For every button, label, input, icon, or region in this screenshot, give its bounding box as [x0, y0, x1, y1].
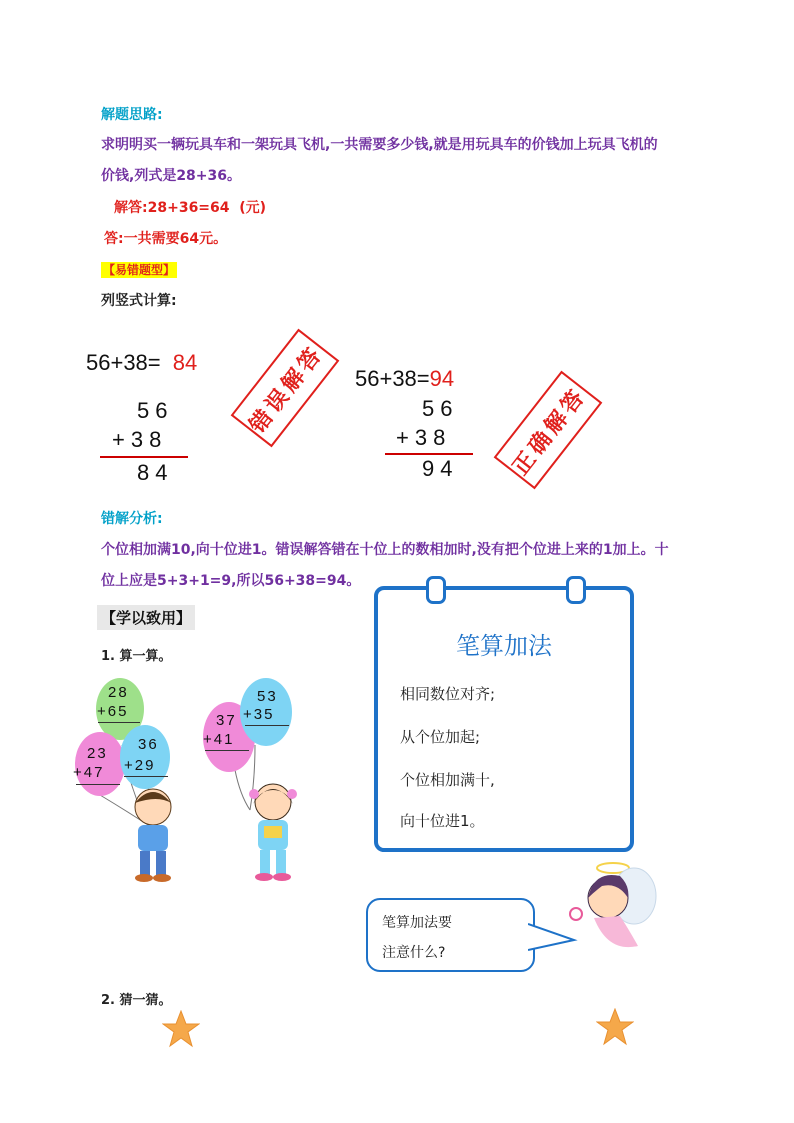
bubble-line-1: 笔算加法要	[382, 915, 452, 931]
balloon-2-line	[76, 784, 120, 785]
star-icon	[162, 1010, 200, 1048]
solution-line-1: 求明明买一辆玩具车和一架玩具飞机,一共需要多少钱,就是用玩具车的价钱加上玩具飞机的	[101, 137, 658, 153]
wrong-result: 84	[172, 350, 198, 375]
right-stamp: 正确解答	[494, 371, 603, 490]
binder-ring-right	[566, 576, 586, 604]
analysis-line-2: 位上应是5+3+1=9,所以56+38=94。	[101, 573, 361, 589]
balloon-3-bottom: +29	[124, 757, 156, 774]
question-1: 1. 算一算。	[101, 649, 172, 664]
balloon-1-line	[98, 722, 140, 723]
wrong-equation	[86, 350, 197, 376]
star-icon	[596, 1008, 634, 1046]
wrong-bottom: +38	[112, 427, 168, 452]
answer-line	[114, 197, 266, 217]
wrong-sum-line	[100, 456, 188, 458]
balloon-1-top: 28	[108, 684, 129, 701]
right-bottom: +38	[396, 425, 452, 450]
balloon-4-line	[205, 750, 249, 751]
balloon-5-bottom: +35	[243, 706, 275, 723]
balloon-5-line	[245, 725, 289, 726]
right-result: 94	[429, 366, 455, 391]
balloon-4-bottom: +41	[203, 731, 235, 748]
apply-heading: 【学以致用】	[97, 605, 195, 630]
balloon-4-top: 37	[216, 712, 237, 729]
right-top: 56	[422, 396, 459, 421]
wrong-sum: 84	[137, 460, 174, 485]
wrong-stamp: 错误解答	[231, 329, 340, 448]
balloon-2-bottom: +47	[73, 764, 105, 781]
right-equation	[355, 366, 454, 392]
balloon-2-top: 23	[87, 745, 108, 762]
answer-reply: 答:一共需要64元。	[104, 231, 228, 247]
balloon-3-line	[124, 776, 168, 777]
analysis-heading: 错解分析:	[101, 511, 163, 527]
answer-expr: 28+36=64	[147, 200, 230, 216]
tip-line-2: 从个位加起;	[400, 728, 481, 746]
question-2: 2. 猜一猜。	[101, 993, 172, 1008]
tip-title: 笔算加法	[456, 632, 552, 660]
tip-line-4: 向十位进1。	[400, 812, 485, 830]
balloon-3-top: 36	[138, 736, 159, 753]
girl-illustration	[238, 780, 308, 884]
answer-label: 解答:	[114, 200, 148, 216]
balloon-1-bottom: +65	[97, 703, 129, 720]
right-equation-text: 56+38=	[355, 366, 430, 391]
vertical-prompt: 列竖式计算:	[101, 293, 177, 309]
wrong-top: 56	[137, 398, 174, 423]
tip-line-1: 相同数位对齐;	[400, 685, 496, 703]
right-sum-line	[385, 453, 473, 455]
solution-heading: 解题思路:	[101, 107, 163, 123]
balloon-5-top: 53	[257, 688, 278, 705]
speech-bubble	[366, 898, 535, 972]
boy-illustration	[118, 785, 188, 885]
mistake-tag: 【易错题型】	[103, 263, 176, 277]
solution-line-2: 价钱,列式是28+36。	[101, 168, 242, 184]
tip-box	[374, 586, 634, 852]
analysis-line-1: 个位相加满10,向十位进1。错误解答错在十位上的数相加时,没有把个位进上来的1加上。十	[101, 542, 669, 558]
right-sum: 94	[422, 456, 459, 481]
angel-illustration	[558, 858, 658, 968]
tip-line-3: 个位相加满十,	[400, 771, 495, 789]
answer-unit: (元)	[239, 200, 267, 216]
mistake-tag-wrap	[101, 259, 177, 278]
bubble-line-2: 注意什么?	[382, 945, 446, 961]
wrong-equation-text: 56+38=	[86, 350, 161, 375]
binder-ring-left	[426, 576, 446, 604]
